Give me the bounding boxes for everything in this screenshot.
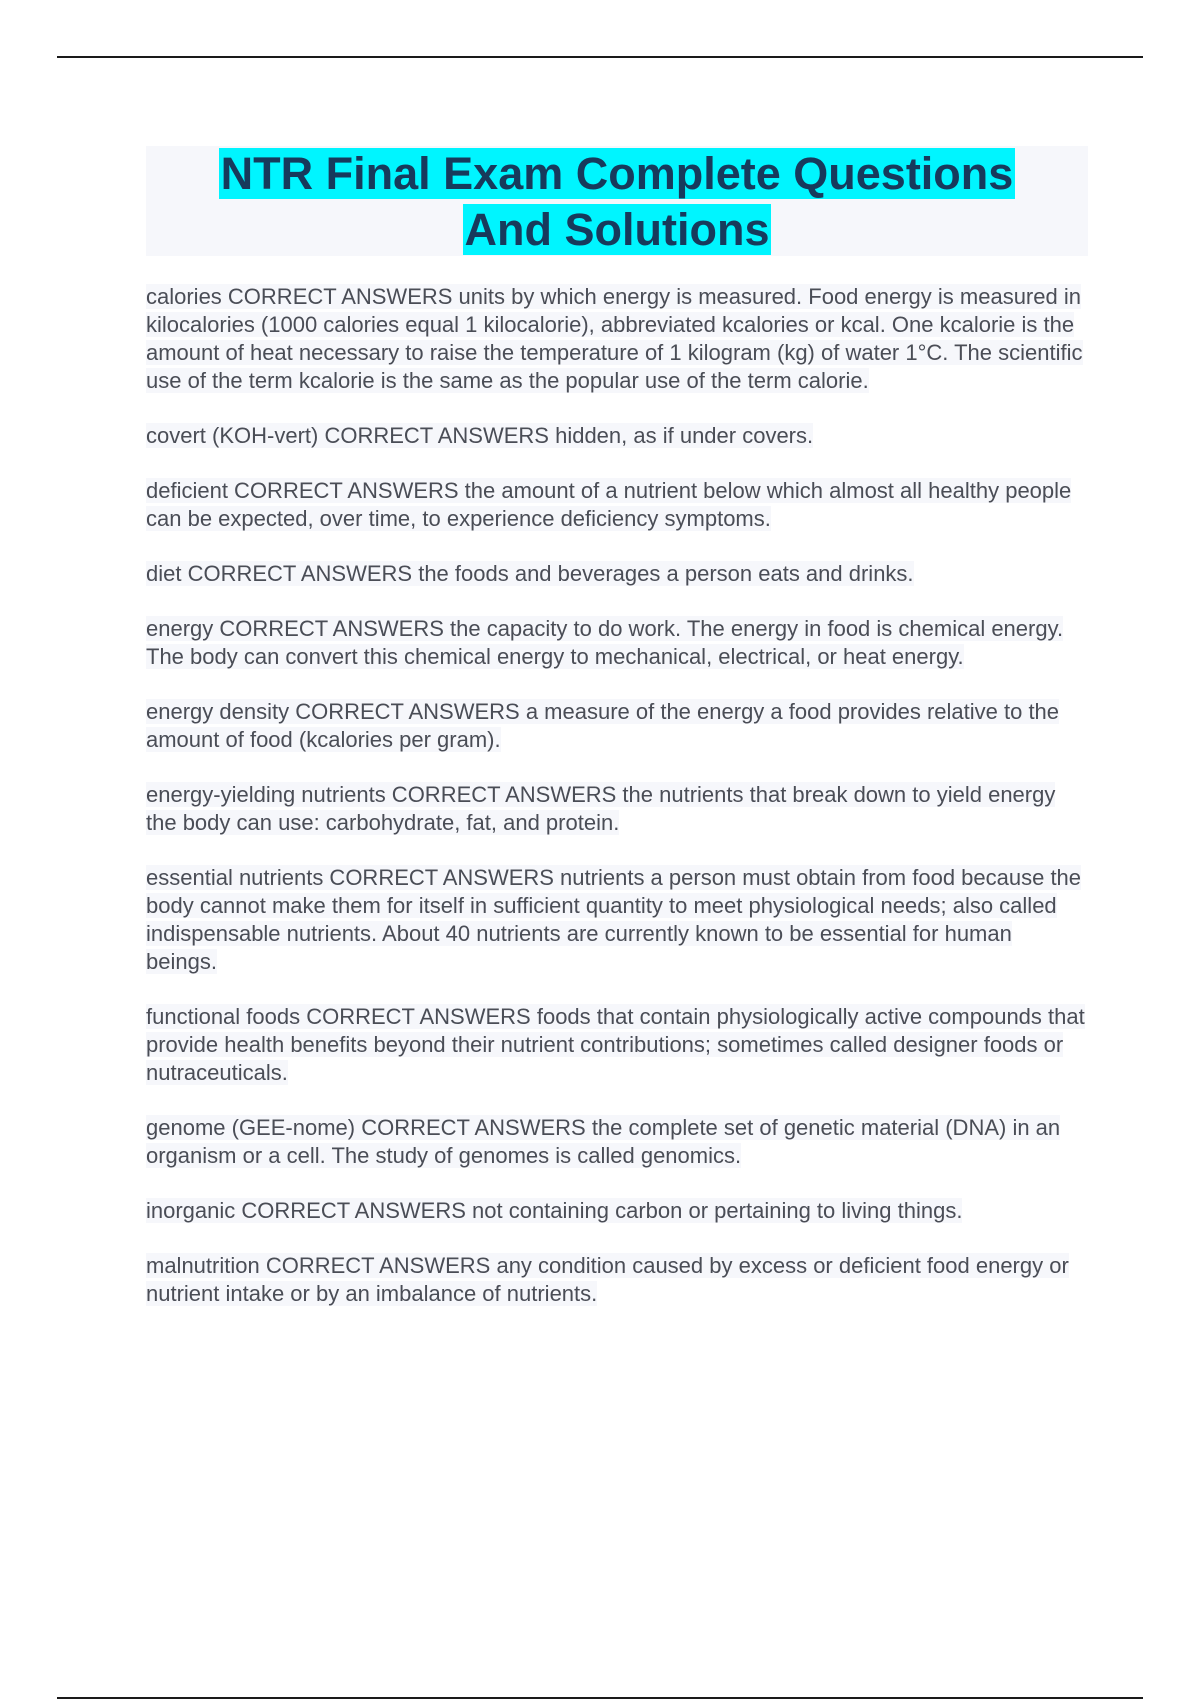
definitions-list [146,283,1088,1335]
definition-entry [146,1003,1088,1087]
definition-text: functional foods CORRECT ANSWERS foods that contain physiologically active compounds that provide health benefits beyond their nutrient contributions; sometimes called designer foods or nutraceuticals. [146,1004,1085,1085]
definition-text: covert (KOH-vert) CORRECT ANSWERS hidden, as if under covers. [146,423,814,448]
definition-entry [146,864,1088,976]
title-line-1: NTR Final Exam Complete Questions [220,148,1014,199]
definition-text: genome (GEE-nome) CORRECT ANSWERS the complete set of genetic material (DNA) in an organism or a cell. The study of genomes is called genomics. [146,1115,1061,1168]
definition-text: essential nutrients CORRECT ANSWERS nutrients a person must obtain from food because the body cannot make them for itself in sufficient quantity to meet physiological needs; also called indispensable nutrients. About 40 nutrients are currently known to be essential for human beings. [146,865,1082,974]
definition-entry [146,698,1088,754]
definition-entry [146,1197,1088,1225]
definition-text: inorganic CORRECT ANSWERS not containing carbon or pertaining to living things. [146,1198,963,1223]
definition-text: energy density CORRECT ANSWERS a measure of the energy a food provides relative to the amount of food (kcalories per gram). [146,699,1060,752]
bottom-rule [57,1697,1143,1699]
definition-entry [146,615,1088,671]
definition-entry [146,781,1088,837]
definition-entry [146,422,1088,450]
definition-entry [146,1252,1088,1308]
definition-text: energy-yielding nutrients CORRECT ANSWERS the nutrients that break down to yield energy the body can use: carbohydrate, fat, and protein. [146,782,1056,835]
top-rule [57,56,1143,58]
definition-entry [146,283,1088,395]
definition-text: deficient CORRECT ANSWERS the amount of a nutrient below which almost all healthy people can be expected, over time, to experience deficiency symptoms. [146,478,1072,531]
definition-text: malnutrition CORRECT ANSWERS any condition caused by excess or deficient food energy or nutrient intake or by an imbalance of nutrients. [146,1253,1069,1306]
definition-text: energy CORRECT ANSWERS the capacity to do work. The energy in food is chemical energy. The body can convert this chemical energy to mechanical, electrical, or heat energy. [146,616,1064,669]
document-title [146,146,1088,256]
title-line-2: And Solutions [464,204,770,255]
definition-entry [146,560,1088,588]
definition-entry [146,1114,1088,1170]
definition-text: calories CORRECT ANSWERS units by which energy is measured. Food energy is measured in kilocalories (1000 calories equal 1 kilocalorie), abbreviated kcalories or kcal. One kcalorie is the amount of heat necessary to raise the temperature of 1 kilogram (kg) of water 1°C. The scientific use of the term kcalorie is the same as the popular use of the term calorie. [146,284,1083,393]
definition-entry [146,477,1088,533]
definition-text: diet CORRECT ANSWERS the foods and beverages a person eats and drinks. [146,561,914,586]
